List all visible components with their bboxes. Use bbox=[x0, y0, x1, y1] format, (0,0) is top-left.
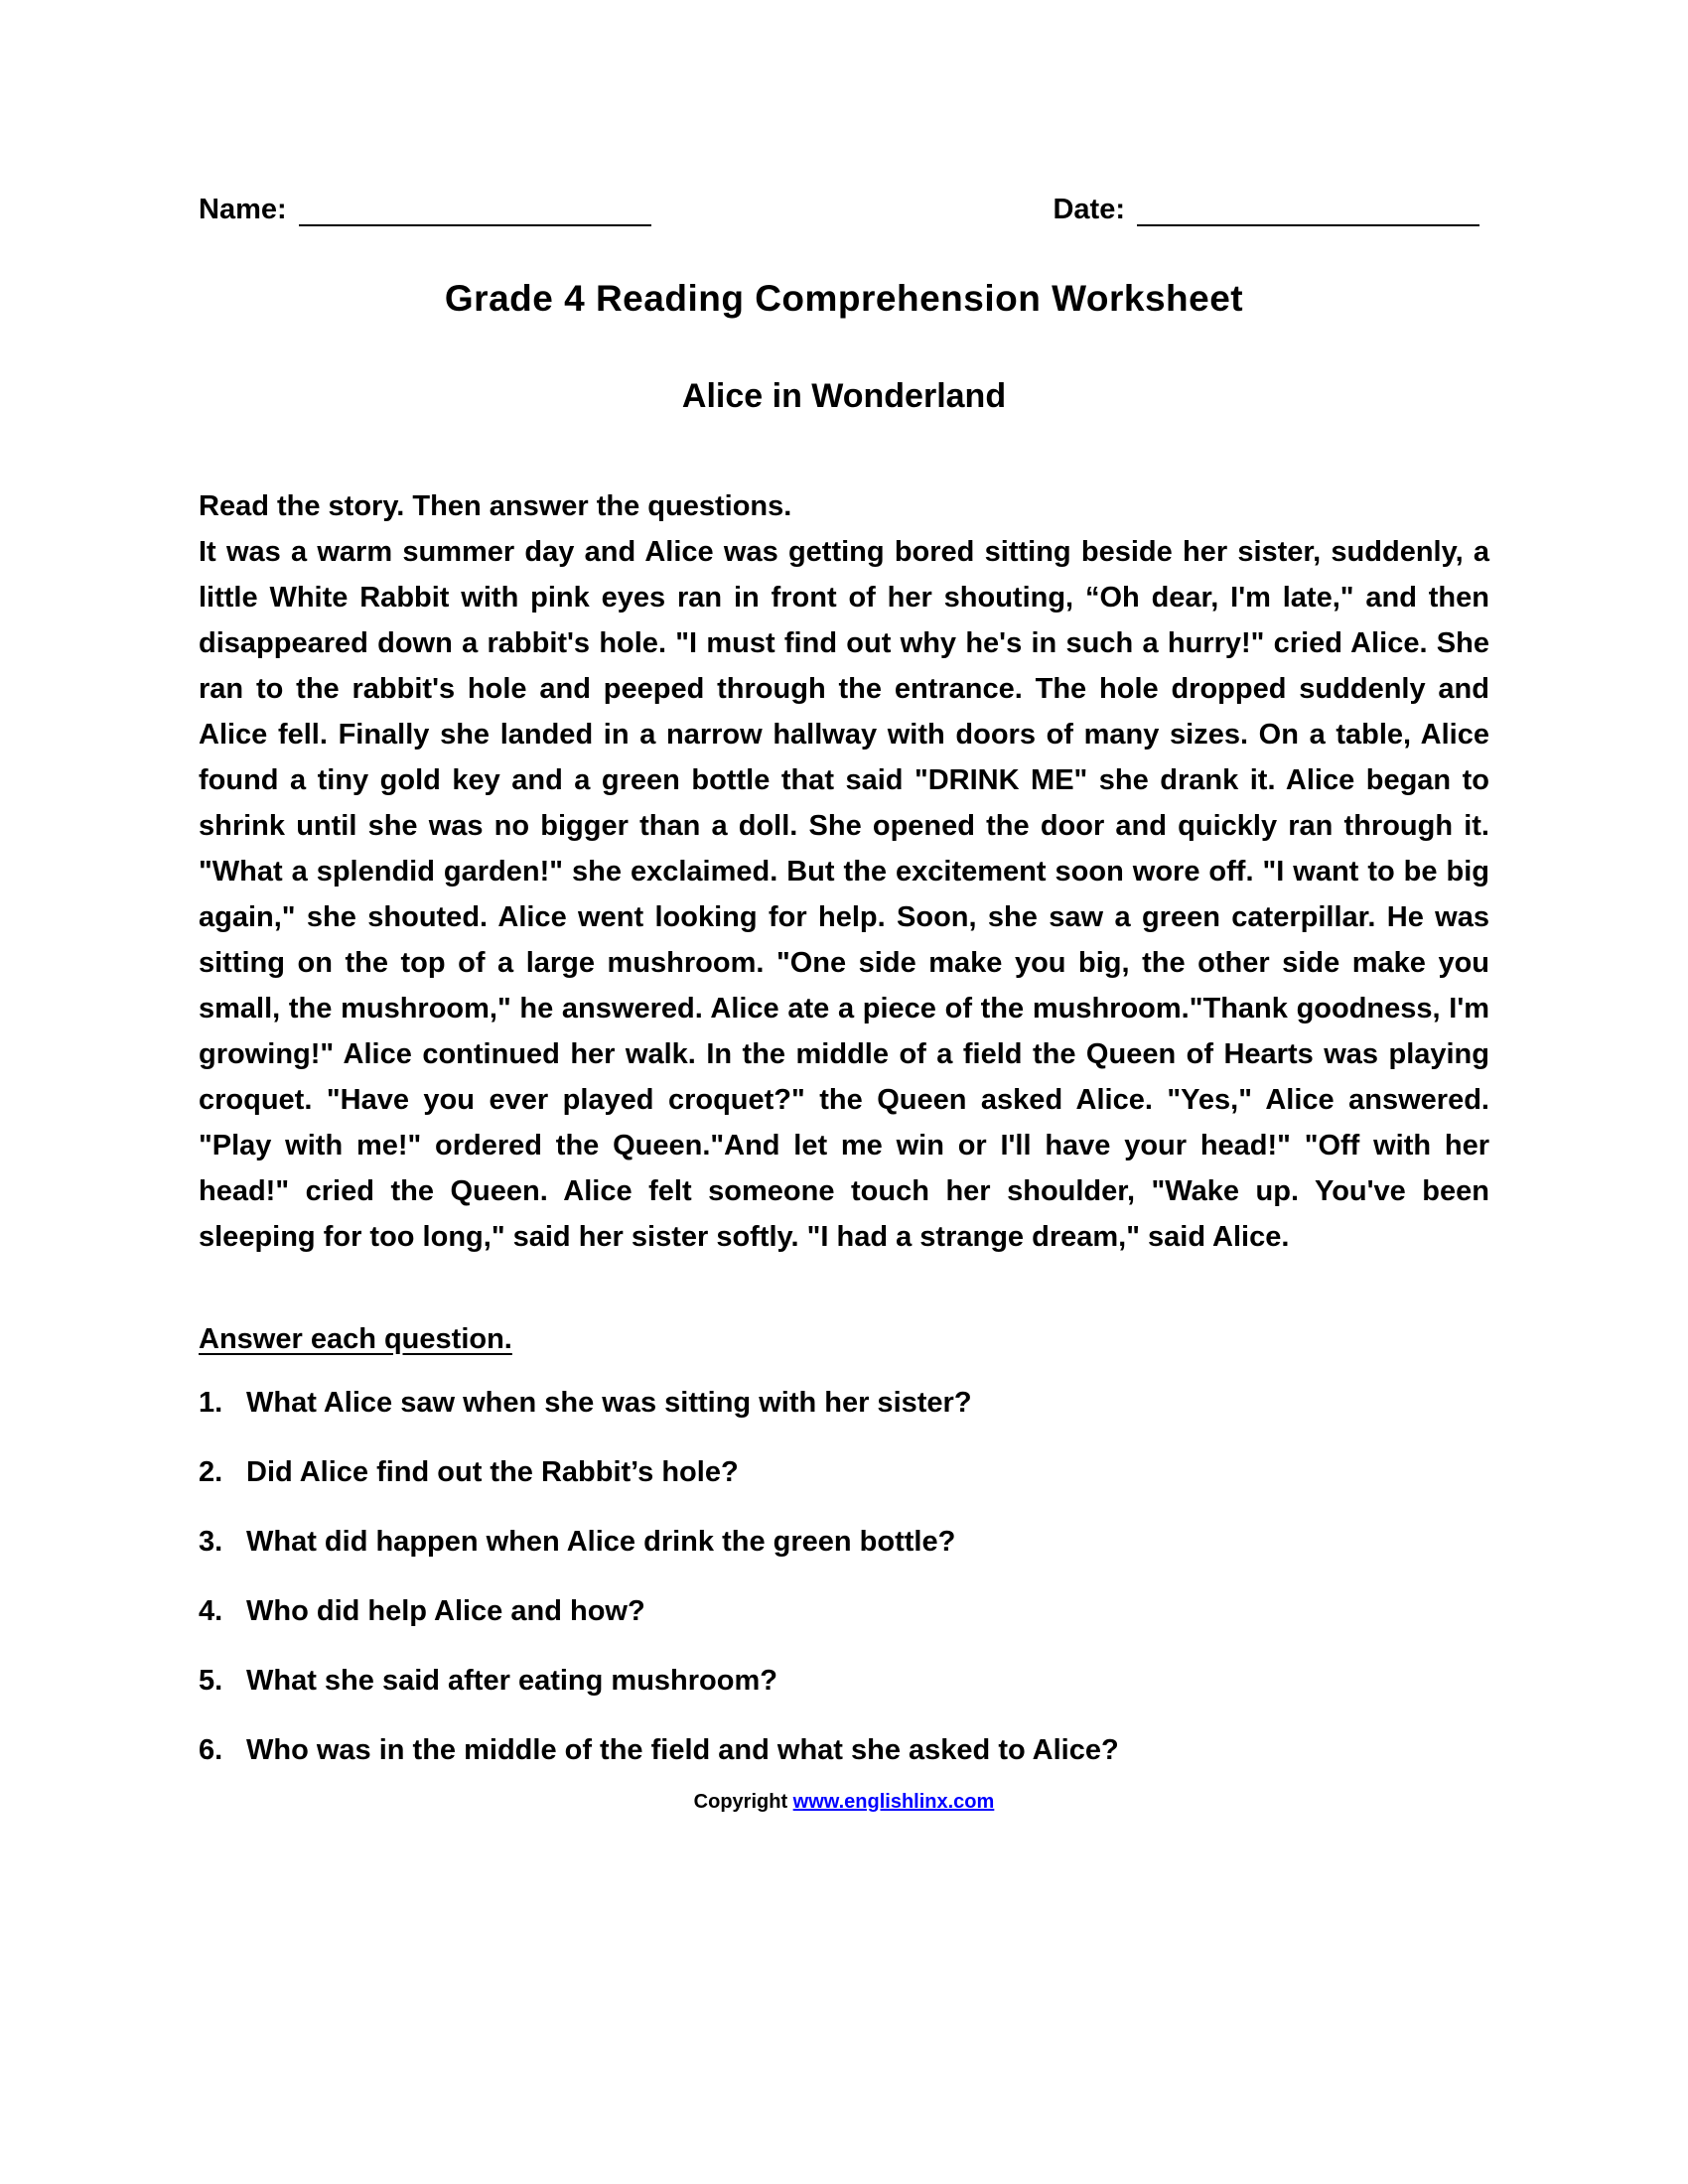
copyright-label: Copyright bbox=[693, 1791, 788, 1813]
question-item bbox=[199, 1449, 1489, 1495]
question-text: What she said after eating mushroom? bbox=[246, 1665, 777, 1697]
question-number: 1. bbox=[199, 1387, 223, 1419]
question-number: 2. bbox=[199, 1456, 223, 1488]
date-label: Date: bbox=[1053, 194, 1125, 225]
questions-heading: Answer each question. bbox=[199, 1323, 512, 1355]
question-number: 5. bbox=[199, 1665, 223, 1697]
question-item bbox=[199, 1380, 1489, 1426]
question-text: Who did help Alice and how? bbox=[246, 1595, 645, 1627]
copyright-link[interactable]: www.englishlinx.com bbox=[792, 1791, 995, 1813]
name-blank-line bbox=[299, 195, 651, 226]
question-item bbox=[199, 1658, 1489, 1704]
question-text: What did happen when Alice drink the green bottle? bbox=[246, 1526, 956, 1558]
question-item bbox=[199, 1519, 1489, 1565]
date-field-group bbox=[1053, 194, 1479, 226]
question-list bbox=[199, 1380, 1489, 1773]
question-text: Who was in the middle of the field and what she asked to Alice? bbox=[246, 1734, 1119, 1766]
question-number: 3. bbox=[199, 1526, 223, 1558]
question-item bbox=[199, 1588, 1489, 1634]
header-row bbox=[199, 194, 1489, 226]
page-subtitle: Alice in Wonderland bbox=[681, 377, 1007, 415]
question-number: 4. bbox=[199, 1595, 223, 1627]
question-text: What Alice saw when she was sitting with her sister? bbox=[246, 1387, 972, 1419]
footer bbox=[199, 1791, 1489, 1814]
story-text: It was a warm summer day and Alice was getting bored sitting beside her sister, suddenly, a little White Rabbit with pink eyes ran in front of her shouting, “Oh dear, I'm late," and then disappeared down a rabbit's hole. "I must find out why he's in such a hurry!" cried Alice. She ran to the rabbit's hole and peeped through the entrance. The hole dropped suddenly and Alice fell. Finally she landed in a narrow hallway with doors of many sizes. On a table, Alice found a tiny gold key and a green bottle that said "DRINK ME" she drank it. Alice began to shrink until she was no bigger than a doll. She opened the door and quickly ran through it. "What a splendid garden!" she exclaimed. But the excitement soon wore off. "I want to be big again," she shouted. Alice went looking for help. Soon, she saw a green caterpillar. He was sitting on the top of a large mushroom. "One side make you big, the other side make you small, the mushroom," he answered. Alice ate a piece of the mushroom."Thank goodness, I'm growing!" Alice continued her walk. In the middle of a field the Queen of Hearts was playing croquet. "Have you ever played croquet?" the Queen asked Alice. "Yes," Alice answered. "Play with me!" ordered the Queen."And let me win or I'll have your head!" "Off with her head!" cried the Queen. Alice felt someone touch her shoulder, "Wake up. You've been sleeping for too long," said her sister softly. "I had a strange dream," said Alice. bbox=[199, 536, 1489, 1253]
date-blank-line bbox=[1137, 195, 1479, 226]
page-title: Grade 4 Reading Comprehension Worksheet bbox=[444, 278, 1244, 319]
name-field-group bbox=[199, 194, 651, 226]
question-text: Did Alice find out the Rabbit’s hole? bbox=[246, 1456, 739, 1488]
question-item bbox=[199, 1727, 1489, 1773]
story-instructions: Read the story. Then answer the questions. bbox=[199, 490, 792, 522]
question-number: 6. bbox=[199, 1734, 223, 1766]
name-label: Name: bbox=[199, 194, 287, 225]
